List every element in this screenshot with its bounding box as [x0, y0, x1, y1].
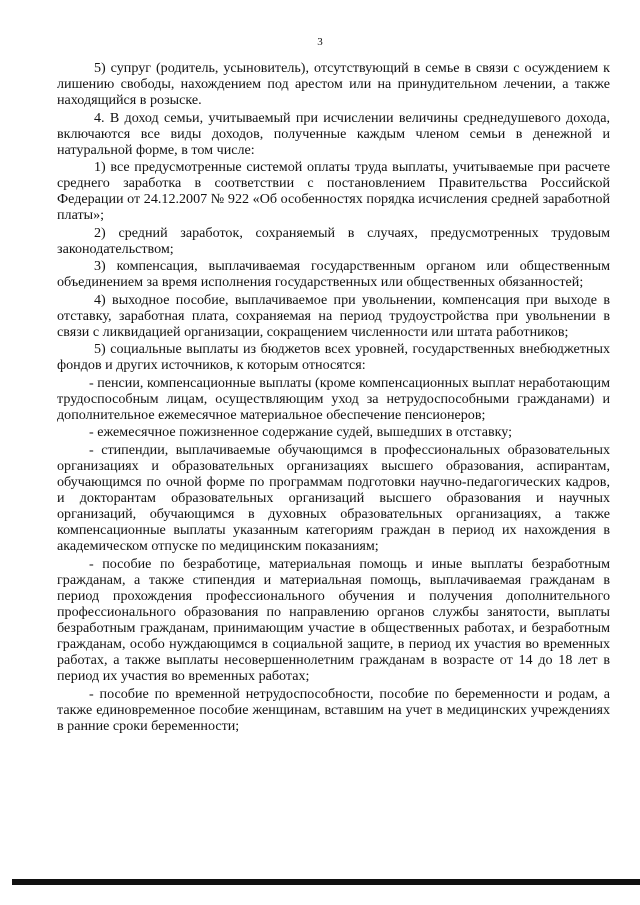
paragraph-item-1: 1) все предусмотренные системой оплаты труда выплаты, учитываемые при расчете среднего заработка в соответствии с постановлением Правительства Российской Федерации от 24.12.2007 № 922 «Об особенностях порядка исчисления средней заработной платы»; [57, 159, 610, 224]
paragraph-item-5: 5) социальные выплаты из бюджетов всех уровней, государственных внебюджетных фондов и других источников, к которым относятся: [57, 341, 610, 374]
paragraph-item-2: 2) средний заработок, сохраняемый в случаях, предусмотренных трудовым законодательством; [57, 224, 610, 257]
scan-bottom-border [12, 879, 640, 885]
paragraph-judges: - ежемесячное пожизненное содержание судей, вышедших в отставку; [89, 424, 513, 441]
paragraph-sick-leave: - пособие по временной нетрудоспособности, пособие по беременности и родам, а также единовременное пособие женщинам, вставшим на учет в медицинских учреждениях в ранние сроки беременности; [57, 685, 610, 735]
paragraph-pensions: - пенсии, компенсационные выплаты (кроме компенсационных выплат неработающим трудоспособным лицам, осуществляющим уход за нетрудоспособными гражданами) и дополнительное ежемесячное материальное обеспечение пенсионеров; [57, 374, 611, 424]
page-body [57, 60, 610, 735]
paragraph-unemployment: - пособие по безработице, материальная помощь и иные выплаты безработным гражданам, а также стипендия и материальная помощь, выплачиваемая гражданам в период прохождения профессионального обучения и получения дополнительного профессионального образования по направлению органов службы занятости, выплаты безработным гражданам, принимающим участие в общественных работах, и безработным гражданам, особо нуждающимся в социальной защите, в период их участия во временных работах, а также выплаты несовершеннолетним гражданам в возрасте от 14 до 18 лет в период их участия во временных работах; [57, 555, 610, 685]
paragraph-spouse: 5) супруг (родитель, усыновитель), отсутствующий в семье в связи с осуждением к лишению свободы, нахождением под арестом или на принудительном лечении, а также находящийся в розыске. [57, 60, 610, 109]
paragraph-item-4: 4) выходное пособие, выплачиваемое при увольнении, компенсация при выходе в отставку, заработная плата, сохраняемая на период трудоустройства при увольнении в связи с ликвидацией организации, сокращением численности или штата работников; [57, 291, 610, 340]
page-number: 3 [317, 36, 323, 48]
paragraph-stipends: - стипендии, выплачиваемые обучающимся в профессиональных образовательных организациях и образовательных организациях высшего образования, аспирантам, обучающимся по очной форме по программам подготовки научно-педагогических кадров, и докторантам образовательных организаций высшего образования и научных организаций, обучающимся в духовных образовательных организациях, а также компенсационные выплаты указанным категориям граждан в период их нахождения в академическом отпуске по медицинским показаниям; [57, 441, 610, 555]
paragraph-family-income: 4. В доход семьи, учитываемый при исчислении величины среднедушевого дохода, включаются все виды доходов, полученные каждым членом семьи в денежной и натуральной форме, в том числе: [57, 109, 610, 158]
paragraph-item-3: 3) компенсация, выплачиваемая государственным органом или общественным объединением за время исполнения государственных или общественных обязанностей; [57, 258, 610, 291]
